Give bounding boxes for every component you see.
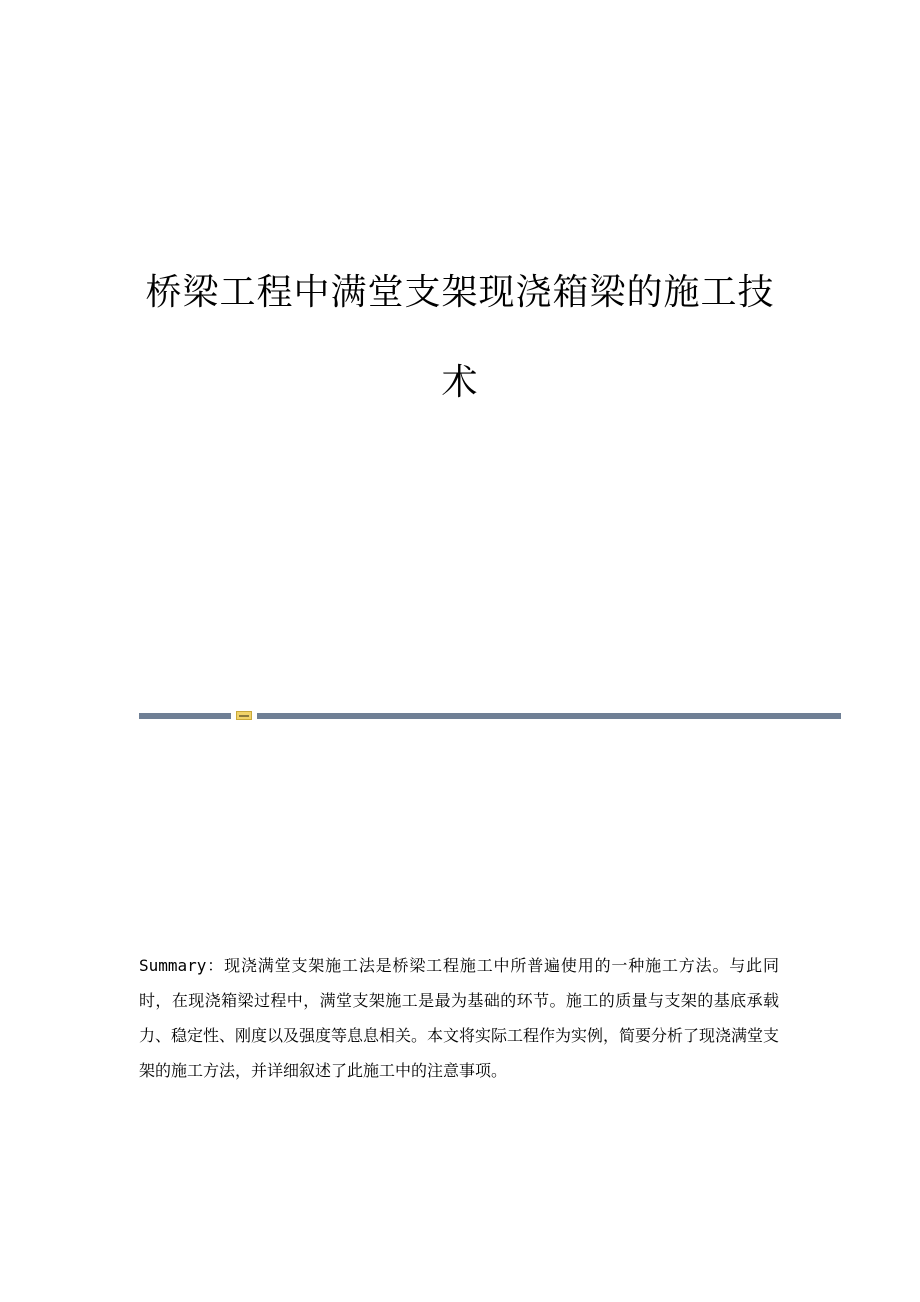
summary-paragraph [139, 948, 779, 1088]
summary-text: 现浇满堂支架施工法是桥梁工程施工中所普遍使用的一种施工方法。与此同时，在现浇箱梁过程中，满堂支架施工是最为基础的环节。施工的质量与支架的基底承载力、稳定性、刚度以及强度等息息相关。本文将实际工程作为实例，简要分析了现浇满堂支架的施工方法，并详细叙述了此施工中的注意事项。 [139, 956, 780, 1080]
section-divider [139, 711, 841, 720]
summary-label: Summary： [139, 956, 225, 975]
divider-bar-right [257, 713, 841, 719]
divider-bar-left [139, 713, 231, 719]
title-line-1: 桥梁工程中满堂支架现浇箱梁的施工技 [145, 272, 775, 313]
title-line-2: 术 [441, 362, 479, 403]
divider-ornament-icon [236, 711, 252, 720]
